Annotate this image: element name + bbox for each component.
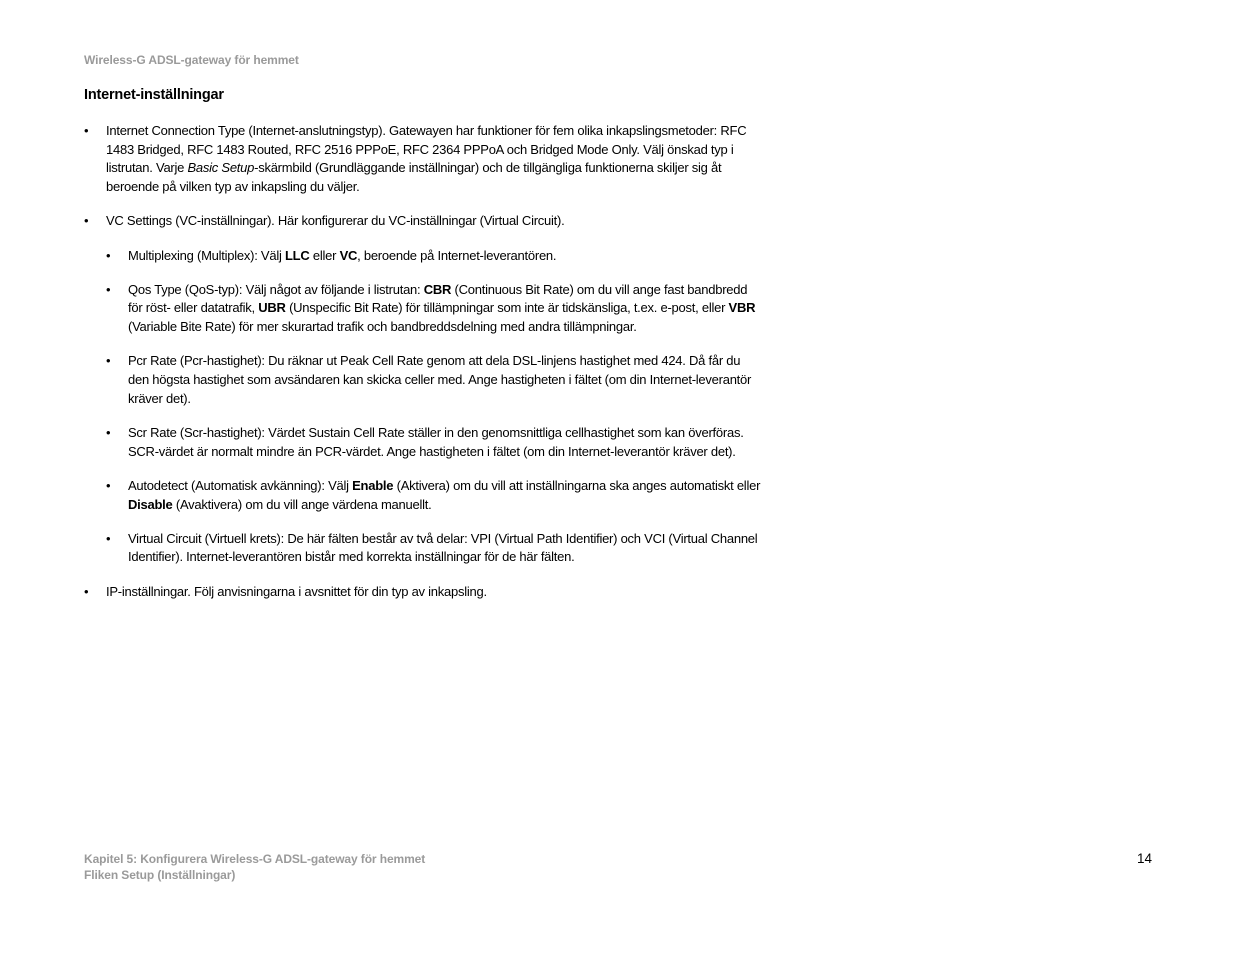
text-segment: Autodetect (Automatisk avkänning): Välj [128, 477, 353, 493]
text-segment: (Variable Bite Rate) för mer skurartad trafik och bandbreddsdelning med andra tillämpningar. [128, 319, 637, 335]
section-title: Internet-inställningar [84, 87, 224, 103]
emphasis-term: Enable [352, 477, 394, 493]
bullet-icon: • [84, 583, 89, 599]
bullet-icon: • [84, 123, 89, 138]
text-segment: (Unspecific Bit Rate) för tillämpningar som inte är tidskänsliga, t.ex. e-post, eller [285, 300, 729, 316]
text-segment: , beroende på Internet-leverantören. [357, 247, 557, 263]
list-item-text [128, 478, 760, 512]
bullet-icon: • [106, 281, 111, 297]
emphasis-term: LLC [284, 247, 310, 263]
page-number: 14 [1137, 851, 1153, 866]
sub-list-item [106, 352, 764, 408]
bullet-list [84, 122, 764, 617]
bullet-icon: • [106, 353, 111, 369]
sub-list-item [106, 281, 764, 337]
list-item [84, 122, 764, 197]
list-item-text [128, 353, 751, 405]
page-footer [84, 851, 425, 883]
sub-list-item [106, 424, 764, 461]
list-item-text [128, 531, 757, 565]
text-segment: Virtual Circuit (Virtuell krets): De här fälten består av två delar: VPI (Virtual Path Identifier) och VCI (Virtual Channel Identifier). Internet-leverantören bistår med korrekta inställningar för de här fälten. [128, 530, 758, 565]
running-header: Wireless-G ADSL-gateway för hemmet [84, 53, 299, 67]
list-item-text [128, 425, 744, 459]
text-segment: Internet Connection Type (Internet-anslutningstyp). Gatewayen har funktioner för fem olika inkapslingsmetoder: RFC 1483 Bridged, RFC 1483 Routed, RFC 2516 PPPoE, RFC 2364 PPPoA och Bridged Mode Only. Välj önskad typ i listrutan. Varje [106, 123, 747, 176]
text-segment: VC Settings (VC-inställningar). Här konfigurerar du VC-inställningar (Virtual Circuit). [106, 213, 565, 229]
list-item [84, 212, 764, 231]
italic-term: Basic Setup [187, 160, 255, 176]
text-segment: (Aktivera) om du vill att inställningarna ska anges automatiskt eller [393, 477, 761, 493]
bullet-icon: • [106, 477, 111, 493]
text-segment: (Avaktivera) om du vill ange värdena manuellt. [172, 496, 432, 512]
bullet-icon: • [106, 530, 111, 546]
text-segment: Multiplexing (Multiplex): Välj [128, 247, 285, 263]
bullet-icon: • [84, 213, 89, 229]
text-segment: IP-inställningar. Följ anvisningarna i avsnittet för din typ av inkapsling. [106, 583, 487, 599]
emphasis-term: UBR [258, 300, 286, 316]
text-segment: Qos Type (QoS-typ): Välj något av följande i listrutan: [128, 281, 424, 297]
sub-list-item [106, 530, 764, 567]
text-segment: (Continuous Bit Rate) om du vill ange fast bandbredd för röst- eller datatrafik, [128, 281, 748, 316]
bullet-icon: • [106, 247, 111, 263]
text-segment: eller [309, 247, 340, 263]
list-item-text [106, 584, 487, 599]
list-item-text [128, 248, 556, 263]
emphasis-term: Disable [128, 496, 173, 512]
sub-list-item [106, 247, 764, 266]
list-item-text [106, 123, 746, 194]
text-segment: Scr Rate (Scr-hastighet): Värdet Sustain Cell Rate ställer in den genomsnittliga cellhastighet som kan överföras. SCR-värdet är normalt mindre än PCR-värdet. Ange hastigheten i fältet (om din Internet-leverantör kräver det). [128, 424, 744, 459]
emphasis-term: VC [339, 247, 358, 263]
emphasis-term: CBR [423, 281, 452, 297]
footer-subsection: Fliken Setup (Inställningar) [84, 868, 236, 882]
list-item-text [106, 213, 564, 228]
sub-list-item [106, 477, 764, 514]
footer-chapter: Kapitel 5: Konfigurera Wireless-G ADSL-gateway för hemmet [84, 852, 426, 866]
text-segment: Pcr Rate (Pcr-hastighet): Du räknar ut Peak Cell Rate genom att dela DSL-linjens hastighet med 424. Då får du den högsta hastighet som avsändaren kan skicka celler med. Ange hastigheten i fältet (om din Internet-leverantör kräver det). [128, 353, 752, 406]
bullet-icon: • [106, 424, 111, 440]
list-item [84, 583, 764, 602]
text-segment: -skärmbild (Grundläggande inställningar) och de tillgängliga funktionerna skiljer sig åt beroende på vilken typ av inkapsling du väljer. [106, 160, 722, 195]
list-item-text [128, 282, 755, 334]
emphasis-term: VBR [728, 300, 756, 316]
